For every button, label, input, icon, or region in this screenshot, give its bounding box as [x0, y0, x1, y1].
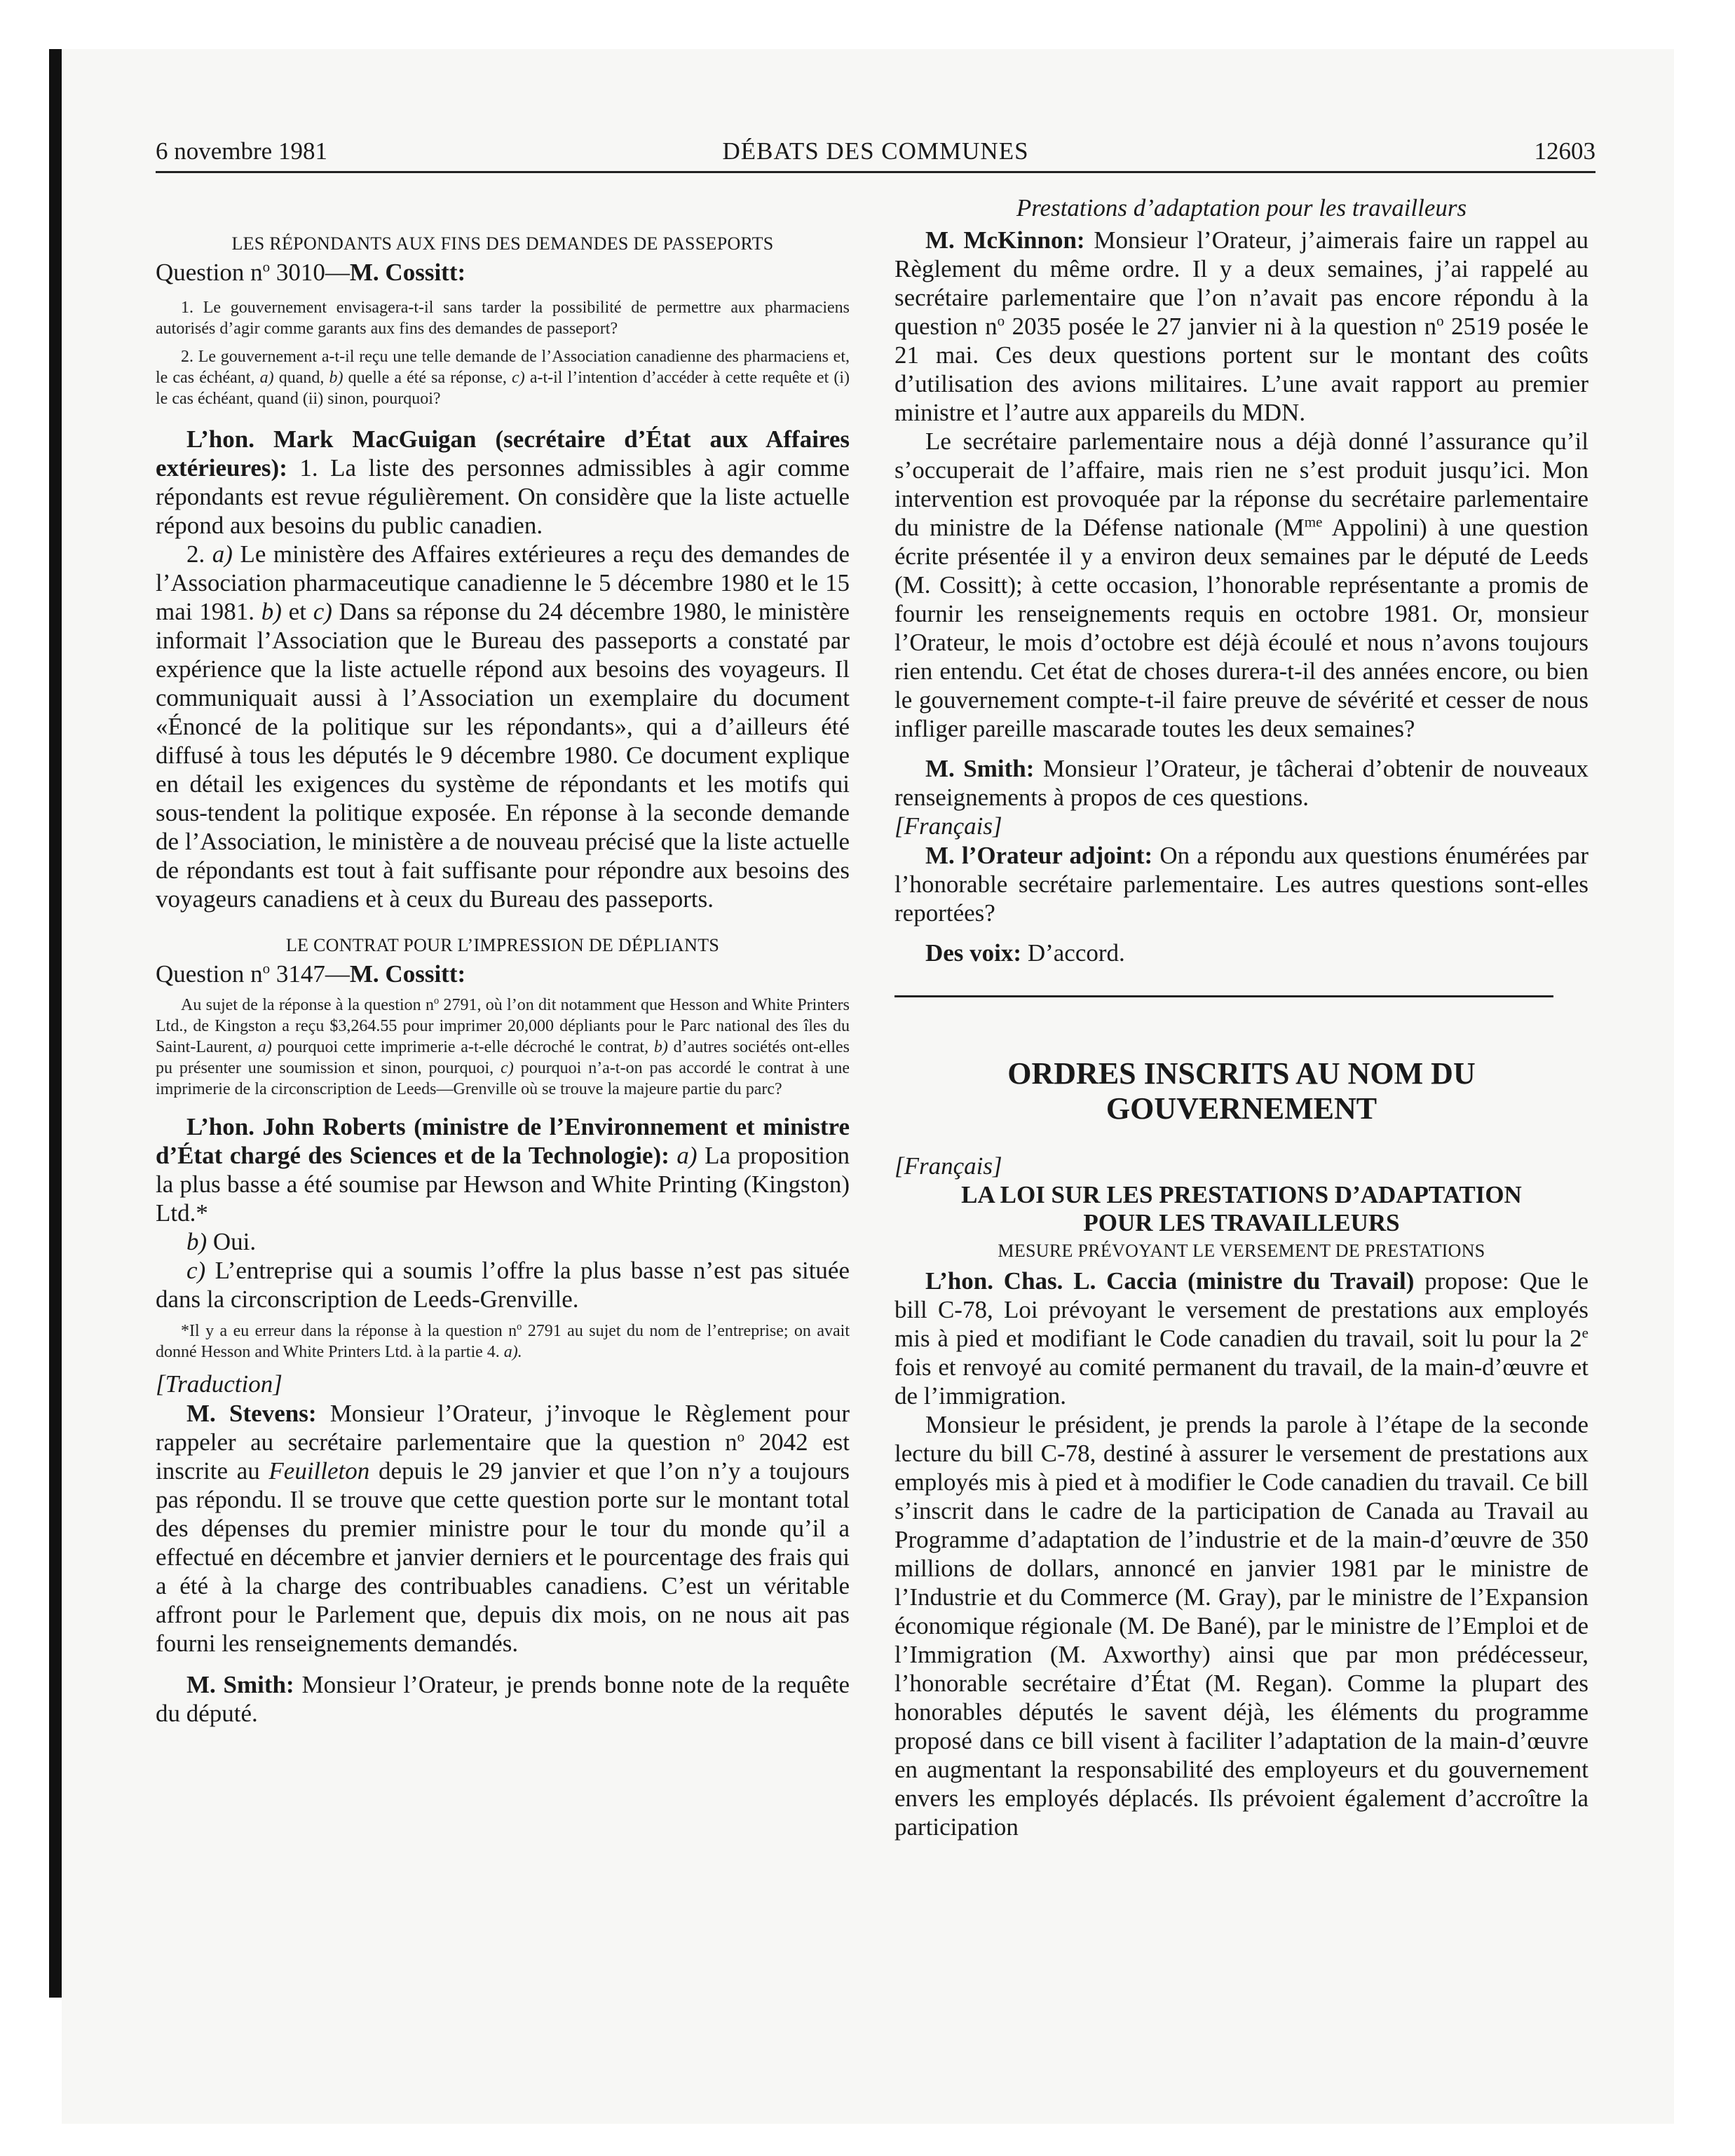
speaker-name: M. McKinnon:: [925, 226, 1085, 254]
section-heading-passports: LES RÉPONDANTS AUX FINS DES DEMANDES DE PASSEPORTS: [231, 233, 774, 254]
mckinnon-remark-p1: M. McKinnon: Monsieur l’Orateur, j’aimerais faire un rappel au Règlement du même ordre. Il y a deux semaines, j’ai rappelé au secrétaire parlementaire que l’on n’avait pas encore répondu à la question $n^o$ 2035 posée le 27 janvier ni à la question $n^o$ 2519 posée le 21 mai. Ces deux questions portent sur le montant des coûts d’utilisation des avions militaires. L’une avait rapport au premier ministre et l’autre aux appareils du MDN.: [894, 226, 1589, 426]
question-3010-item-2: 2. Le gouvernement a-t-il reçu une telle demande de l’Association canadienne des pharmaciens et, le cas échéant, a) quand, b) quelle a été sa réponse, c) a-t-il l’intention d’accéder à cette requête et (i) le cas échéant, quand (ii) sinon, pourquoi?: [156, 348, 850, 408]
member-name: M. Cossitt:: [349, 960, 466, 988]
speaker-name: L’hon. John Roberts (ministre de l’Environnement et ministre d’État chargé des Sciences et de la Technologie):: [156, 1113, 850, 1169]
speaker-name: M. Smith:: [186, 1671, 294, 1698]
question-3147-line: Question $n^o$ 3147—M. Cossitt:: [156, 960, 466, 988]
caccia-speech: Monsieur le président, je prends la parole à l’étape de la seconde lecture du bill C-78, destiné à assurer le versement de prestations aux employés mis à pied et à modifier le Code canadien du travail. Ce bill s’inscrit dans le cadre de la participation de Canada au Travail au Programme d’adaptation de l’industrie et de la main-d’œuvre de 350 millions de dollars, annoncé en janvier 1981 par le ministre de l’Industrie et du Commerce (M. Gray), par le ministre de l’Expansion économique régionale (M. De Bané), par le ministre de l’Emploi et de l’Immigration (M. Axworthy) ainsi que par mon prédécesseur, l’honorable secrétaire d’État (M. Regan). Comme la plupart des honorables députés le savent déjà, les éléments du programme proposé dans ce bill visent à faciliter l’adaptation de la main-d’œuvre en augmentant la responsabilité des employeurs et du gouvernement envers les employés déplacés. Ils prévoient également d’accroître la participation: [894, 1411, 1588, 1841]
smith-remark-2: M. Smith: Monsieur l’Orateur, je tâcherai d’obtenir de nouveaux renseignements à propos de ces questions.: [894, 755, 1588, 811]
language-tag-francais-2: [Français]: [894, 1152, 1002, 1180]
answer-3147-p3: c) L’entreprise qui a soumis l’offre la plus basse n’est pas située dans la circonscription de Leeds-Grenville.: [156, 1257, 850, 1313]
section-divider: [894, 995, 1553, 997]
left-column: [156, 193, 850, 1728]
answer-3010-p2: 2. a) Le ministère des Affaires extérieures a reçu des demandes de l’Association pharmaceutique canadienne le 5 décembre 1980 et le 15 mai 1981. b) et c) Dans sa réponse du 24 décembre 1980, le ministère informait l’Association que le Bureau des passeports a constaté par expérience que la liste actuelle répond aux besoins des voyageurs. Il communiquait aussi à l’Association un exemplaire du document «Énoncé de la politique sur les répondants», qui a d’ailleurs été diffusé à tous les députés le 9 décembre 1980. Ce document explique en détail les exigences du système de répondants et les motifs qui sous-tendent la politique exposée. En réponse à la seconde demande de l’Association, le ministère a de nouveau précisé que la liste actuelle de répondants est tout à fait suffisante pour répondre aux besoins des voyageurs canadiens et à ceux du Bureau des passeports.: [156, 540, 850, 913]
speaker-name: L’hon. Chas. L. Caccia: [925, 1267, 1178, 1295]
answer-3147-p2: b) Oui.: [186, 1228, 257, 1255]
member-name: M. Cossitt:: [349, 259, 466, 286]
header-date: 6 novembre 1981: [156, 137, 327, 165]
law-heading: LA LOI SUR LES PRESTATIONS D’ADAPTATION POUR LES TRAVAILLEURS: [961, 1181, 1522, 1236]
right-column: [894, 193, 1588, 1841]
answer-3147-p1: L’hon. John Roberts (ministre de l’Environnement et ministre d’État chargé des Sciences et de la Technologie): a) La proposition la plus basse a été soumise par Hewson and White Printing (Kingston) Ltd.*: [156, 1113, 850, 1227]
speaker-name: L’hon. Mark MacGuigan (secrétaire d’État aux Affaires extérieures):: [156, 425, 850, 482]
deputy-speaker-remark: M. l’Orateur adjoint: On a répondu aux questions énumérées par l’honorable secrétaire parlementaire. Les autres questions sont-elles reportées?: [894, 842, 1588, 927]
section-heading-adjustment: Prestations d’adaptation pour les travailleurs: [1016, 194, 1467, 221]
mckinnon-remark-p2: Le secrétaire parlementaire nous a déjà donné l’assurance qu’il s’occuperait de l’affaire, mais rien ne s’est produit jusqu’ici. Mon intervention est provoquée par la réponse du secrétaire parlementaire du ministre de la Défense nationale ($M^{me}$ Appolini) à une question écrite présentée il y a environ deux semaines par le député de Leeds (M. Cossitt); à cette occasion, l’honorable représentante a promis de fournir les renseignements requis en octobre 1981. Or, monsieur l’Orateur, le mois d’octobre est déjà écoulé et nous n’avons toujours rien entendu. Cet état de choses durera-t-il des années encore, ou bien le gouvernement compte-t-il faire preuve de sévérité et cesser de nous infliger pareille mascarade toutes les deux semaines?: [894, 428, 1588, 742]
page-header: [156, 137, 1595, 173]
footnote: *Il y a eu erreur dans la réponse à la question $n^o$ 2791 au sujet du nom de l’entreprise; on avait donné Hesson and White Printers Ltd. à la partie 4. a).: [156, 1321, 850, 1361]
speaker-name: M. Stevens:: [186, 1400, 317, 1427]
voices-remark: Des voix: D’accord.: [925, 939, 1125, 967]
question-3010-item-1: 1. Le gouvernement envisagera-t-il sans tarder la possibilité de permettre aux pharmaciens autorisés d’agir comme garants aux fins des demandes de passeport?: [156, 299, 850, 338]
speaker-name: Des voix:: [925, 939, 1022, 967]
scan-edge-bar: [49, 49, 62, 1998]
question-3010-line: Question $n^o$ 3010—M. Cossitt:: [156, 258, 466, 286]
header-title: DÉBATS DES COMMUNES: [722, 137, 1029, 165]
speaker-name: M. l’Orateur adjoint:: [925, 842, 1153, 869]
caccia-motion: L’hon. Chas. L. Caccia (ministre du Travail) propose: Que le bill C-78, Loi prévoyant le versement de prestations aux employés mis à pied et modifiant le Code canadien du travail, soit lu pour la 2e fois et renvoyé au comité permanent du travail, de la main-d’œuvre et de l’immigration.: [894, 1267, 1588, 1410]
header-page-number: 12603: [1534, 137, 1595, 165]
measure-heading: MESURE PRÉVOYANT LE VERSEMENT DE PRESTATIONS: [998, 1241, 1485, 1261]
language-tag-francais-1: [Français]: [894, 812, 1002, 840]
smith-remark-1: M. Smith: Monsieur l’Orateur, je prends bonne note de la requête du député.: [156, 1671, 850, 1727]
question-3147-text: Au sujet de la réponse à la question $n^o$ 2791, où l’on dit notamment que Hesson and White Printers Ltd., de Kingston a reçu $3,264.55 pour imprimer 20,000 dépliants pour le Parc national des îles du Saint-Laurent, a) pourquoi cette imprimerie a-t-elle décroché le contrat, b) d’autres sociétés ont-elles pu présenter une soumission et sinon, pourquoi, c) pourquoi n’a-t-on pas accordé le contrat à une imprimerie de la circonscription de Leeds—Grenville où se trouve la majeure partie du parc?: [156, 995, 850, 1098]
orders-heading: ORDRES INSCRITS AU NOM DU GOUVERNEMENT: [1007, 1056, 1476, 1126]
answer-3010-p1: L’hon. Mark MacGuigan (secrétaire d’État aux Affaires extérieures): 1. La liste des personnes admissibles à agir comme répondants est revue régulièrement. On considère que la liste actuelle répond aux besoins du public canadien.: [156, 425, 850, 539]
stevens-remark: M. Stevens: Monsieur l’Orateur, j’invoque le Règlement pour rappeler au secrétaire parlementaire que la question $n^o$ 2042 est inscrite au Feuilleton depuis le 29 janvier et que l’on n’y a toujours pas répondu. Il se trouve que cette question porte sur le montant total des dépenses du premier ministre pour le tour du monde qu’il a effectué en décembre et janvier derniers et le pourcentage des frais qui a été à la charge des contribuables canadiens. C’est un véritable affront pour le Parlement que, depuis dix mois, on ne nous ait pas fourni les renseignements demandés.: [156, 1400, 850, 1657]
speaker-name: M. Smith:: [925, 755, 1035, 782]
language-tag-traduction: [Traduction]: [156, 1370, 283, 1398]
section-heading-contract: LE CONTRAT POUR L’IMPRESSION DE DÉPLIANTS: [285, 935, 720, 955]
